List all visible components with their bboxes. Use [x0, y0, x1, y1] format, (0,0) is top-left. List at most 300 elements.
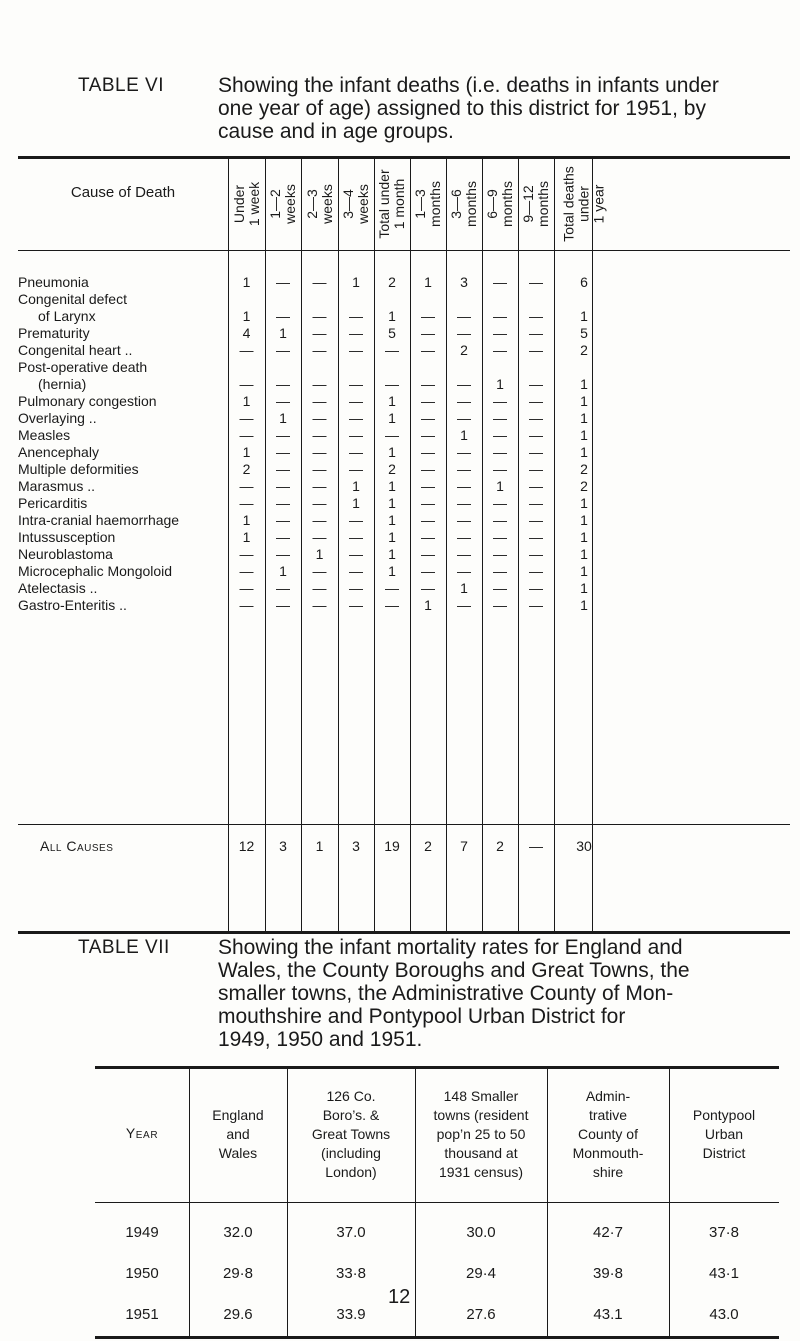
table-cell: 1	[242, 529, 251, 545]
age-group-header	[265, 164, 301, 244]
table-cell: 4	[242, 325, 251, 341]
table-cell: —	[493, 342, 507, 358]
table-cell: —	[421, 546, 435, 562]
table7-caption-line: smaller towns, the Administrative County of Mon-	[218, 982, 674, 1005]
table-cell: —	[349, 563, 363, 579]
year-cell: 1951	[125, 1306, 159, 1323]
table-cell: 1	[496, 478, 504, 494]
table-cell: 1	[580, 546, 588, 562]
table-cell: —	[276, 376, 290, 392]
table-cell: —	[312, 529, 327, 545]
age-group-header-text: 1—3 months	[412, 181, 443, 227]
age-group-header-text: Under 1 week	[230, 181, 262, 227]
rate-cell: 37.0	[336, 1224, 366, 1241]
table-row	[18, 478, 790, 495]
table-cell: —	[457, 546, 471, 562]
cause-label: Prematurity	[18, 325, 90, 341]
page-number: 12	[388, 1286, 411, 1308]
table-cell: —	[529, 478, 543, 494]
infant-deaths-table	[18, 156, 790, 952]
cause-label: Microcephalic Mongoloid	[18, 563, 173, 579]
table7-label: TABLE VII	[78, 937, 170, 958]
total-cell: 30	[576, 838, 592, 854]
cause-label: Post-operative death	[18, 359, 148, 375]
rate-cell: 43·1	[708, 1265, 740, 1282]
cause-label: Atelectasis ..	[18, 580, 98, 596]
table-cell: 1	[352, 478, 360, 494]
table-cell: —	[493, 308, 507, 324]
table-cell: —	[421, 325, 435, 341]
table-cell: —	[529, 495, 543, 511]
table7-column	[189, 1066, 287, 1323]
table-cell: —	[239, 597, 254, 613]
total-cell: 3	[279, 838, 287, 854]
table-cell: —	[529, 376, 543, 392]
table-cell: —	[529, 563, 543, 579]
table-cell: —	[276, 512, 290, 528]
table-cell: 1	[388, 563, 396, 579]
table-cell: —	[385, 580, 399, 596]
table-cell: —	[239, 376, 254, 392]
cause-label: Pneumonia	[18, 274, 89, 290]
table-cell: 2	[388, 274, 396, 290]
age-group-header	[518, 164, 554, 244]
table-cell: —	[493, 563, 507, 579]
all-causes-label: All Causes	[40, 838, 114, 854]
table-cell: —	[385, 427, 399, 443]
table-cell: —	[349, 342, 363, 358]
table-cell: —	[312, 325, 327, 341]
age-group-header-text: 3—4 weeks	[340, 184, 371, 224]
table-cell: —	[276, 427, 290, 443]
table-cell: —	[239, 478, 254, 494]
table-cell: 1	[352, 495, 360, 511]
table6-total-rule	[18, 824, 790, 825]
table-row	[18, 580, 790, 597]
table7-column	[415, 1066, 547, 1323]
table-cell: 1	[388, 393, 396, 409]
table-cell: —	[349, 410, 363, 426]
age-group-header	[482, 164, 518, 244]
table-cell: 5	[388, 325, 396, 341]
table-cell: 1	[460, 580, 468, 596]
table-cell: 1	[580, 563, 588, 579]
table-cell: —	[493, 325, 507, 341]
table-cell: 1	[388, 546, 396, 562]
table-cell: 1	[279, 325, 287, 341]
table-cell: —	[312, 376, 327, 392]
table6-caption-line: cause and in age groups.	[218, 120, 454, 143]
table-cell: —	[421, 461, 435, 477]
table-cell: —	[421, 410, 435, 426]
rate-cell: 39·8	[592, 1265, 624, 1282]
table-cell: —	[457, 325, 471, 341]
table-cell: —	[457, 495, 471, 511]
table-cell: —	[493, 274, 507, 290]
table-cell: —	[312, 444, 327, 460]
rate-cell: 33.9	[336, 1306, 366, 1323]
table7-caption-line: 1949, 1950 and 1951.	[218, 1028, 423, 1051]
table-cell: —	[312, 427, 327, 443]
table-cell: —	[529, 393, 543, 409]
table-cell: —	[493, 512, 507, 528]
cause-label: Intra-cranial haemorrhage	[18, 512, 180, 528]
table-cell: —	[457, 597, 471, 613]
table-cell: —	[312, 478, 327, 494]
table-cell: 1	[580, 376, 588, 392]
table-cell: 1	[388, 444, 396, 460]
table-cell: 1	[242, 444, 251, 460]
table-cell: —	[493, 410, 507, 426]
rate-cell: 29·8	[222, 1265, 254, 1282]
table-cell: —	[421, 376, 435, 392]
table-cell: —	[529, 597, 543, 613]
table-cell: —	[421, 563, 435, 579]
age-group-header-text: 9—12 months	[520, 181, 551, 227]
table-cell: —	[312, 308, 327, 324]
table-cell: 1	[388, 512, 396, 528]
table-cell: —	[457, 563, 471, 579]
cause-label: Congenital defect	[18, 291, 127, 307]
rate-cell: 32.0	[223, 1224, 253, 1241]
table-cell: 2	[242, 461, 251, 477]
table7-column	[95, 1066, 189, 1323]
table-cell: 3	[460, 274, 468, 290]
total-cell: 2	[496, 838, 504, 854]
table-cell: —	[349, 461, 363, 477]
table-cell: —	[276, 444, 290, 460]
table-cell: 1	[580, 529, 588, 545]
table-row	[18, 410, 790, 427]
table-cell: —	[529, 580, 543, 596]
cause-label-continued: (hernia)	[38, 376, 87, 392]
table-cell: 1	[580, 597, 588, 613]
total-cell: 3	[352, 838, 360, 854]
cause-label: Intussusception	[18, 529, 116, 545]
table-cell: —	[349, 529, 363, 545]
total-cell: 2	[424, 838, 432, 854]
table-cell: 1	[279, 563, 287, 579]
table-cell: 1	[279, 410, 287, 426]
table-row	[18, 291, 790, 324]
table-cell: 2	[580, 478, 588, 494]
rate-cell: 30.0	[466, 1224, 496, 1241]
area-header: Admin- trative County of Monmouth- shire	[572, 1087, 644, 1180]
cause-label-continued: of Larynx	[38, 308, 96, 324]
table-cell: —	[529, 274, 543, 290]
table6-header-rule	[18, 250, 790, 251]
table-cell: —	[276, 597, 290, 613]
table-cell: 5	[580, 325, 588, 341]
table-cell: 1	[242, 393, 251, 409]
table-cell: —	[349, 597, 363, 613]
table-cell: —	[457, 478, 471, 494]
table-cell: —	[312, 393, 327, 409]
rate-cell: 43.1	[593, 1306, 623, 1323]
age-group-header-text: 6—9 months	[484, 181, 515, 227]
year-header: Year	[125, 1125, 159, 1141]
table-cell: 1	[580, 410, 588, 426]
cause-label: Multiple deformities	[18, 461, 139, 477]
table7-caption-line: Wales, the County Boroughs and Great Towns, the	[218, 959, 690, 982]
age-group-header	[410, 164, 446, 244]
table-cell: —	[421, 427, 435, 443]
age-group-header-text: 2—3 weeks	[303, 184, 335, 224]
table-cell: 1	[580, 393, 588, 409]
table-cell: —	[312, 342, 327, 358]
table-cell: 1	[242, 512, 251, 528]
table-cell: —	[276, 495, 290, 511]
table-cell: 1	[580, 444, 588, 460]
table-cell: —	[457, 512, 471, 528]
table-cell: —	[421, 393, 435, 409]
table-cell: —	[312, 597, 327, 613]
table-cell: —	[421, 342, 435, 358]
table-cell: —	[493, 597, 507, 613]
table6-caption-line: Showing the infant deaths (i.e. deaths in infants under	[218, 74, 719, 97]
table-row	[18, 461, 790, 478]
table-cell: 2	[460, 342, 468, 358]
cause-label: Overlaying ..	[18, 410, 97, 426]
total-cell: 1	[315, 838, 324, 854]
table6-label: TABLE VI	[78, 75, 165, 96]
table-cell: —	[349, 393, 363, 409]
table7-column	[547, 1066, 669, 1323]
rate-cell: 29.6	[223, 1306, 253, 1323]
table-cell: —	[276, 393, 290, 409]
table-cell: —	[276, 546, 290, 562]
table7-caption-line: Showing the infant mortality rates for England and	[218, 936, 683, 959]
table-cell: 1	[352, 274, 360, 290]
table-cell: —	[312, 512, 327, 528]
table-cell: —	[493, 444, 507, 460]
table-cell: —	[239, 546, 254, 562]
table-cell: —	[493, 495, 507, 511]
table-cell: —	[457, 529, 471, 545]
table-row	[18, 597, 790, 614]
table-cell: —	[349, 444, 363, 460]
table-cell: —	[421, 495, 435, 511]
table-row	[18, 342, 790, 359]
table-cell: —	[529, 410, 543, 426]
rate-cell: 37·8	[708, 1224, 740, 1241]
table-cell: 1	[580, 308, 588, 324]
table-cell: —	[239, 342, 254, 358]
table-row	[18, 529, 790, 546]
table-cell: 1	[388, 478, 396, 494]
table-cell: —	[349, 308, 363, 324]
table-cell: 2	[580, 342, 588, 358]
table-row	[18, 393, 790, 410]
table6-bottom-rule	[18, 931, 790, 934]
table-cell: —	[312, 495, 327, 511]
rate-cell: 43.0	[709, 1306, 739, 1323]
total-cell: 19	[384, 838, 400, 854]
age-group-header	[338, 164, 374, 244]
table-cell: —	[529, 546, 543, 562]
table-cell: —	[529, 512, 543, 528]
table-cell: 1	[460, 427, 468, 443]
total-cell: 7	[460, 838, 468, 854]
age-group-header	[554, 164, 614, 244]
table-cell: —	[276, 529, 290, 545]
area-header: 126 Co. Boro’s. & Great Towns (including London)	[311, 1087, 391, 1180]
year-cell: 1949	[125, 1224, 159, 1241]
table-cell: —	[349, 427, 363, 443]
table-cell: —	[457, 393, 471, 409]
table-cell: —	[529, 529, 543, 545]
table-cell: —	[312, 410, 327, 426]
table6-top-rule	[18, 156, 790, 159]
rate-cell: 33·8	[335, 1265, 367, 1282]
table-cell: 1	[580, 495, 588, 511]
table6-caption	[78, 74, 778, 143]
table-row	[18, 325, 790, 342]
table-cell: —	[349, 580, 363, 596]
table-cell: —	[276, 461, 290, 477]
table-cell: —	[529, 427, 543, 443]
area-header: 148 Smaller towns (resident pop’n 25 to 50 thousand at 1931 census)	[433, 1087, 529, 1180]
rate-cell: 27.6	[466, 1306, 496, 1323]
table-cell: 1	[242, 274, 251, 290]
table-cell: —	[312, 461, 327, 477]
table-cell: 1	[242, 308, 251, 324]
area-header: Pontypool Urban District	[692, 1106, 756, 1161]
table-cell: 1	[580, 512, 588, 528]
table-cell: —	[276, 342, 290, 358]
table-cell: —	[457, 461, 471, 477]
table-cell: —	[349, 376, 363, 392]
table-row	[18, 546, 790, 563]
table-cell: —	[349, 512, 363, 528]
cause-label: Pericarditis	[18, 495, 88, 511]
table-cell: 1	[315, 546, 324, 562]
infant-mortality-rates-table	[95, 1066, 779, 1323]
table-cell: —	[421, 512, 435, 528]
table-cell: —	[493, 393, 507, 409]
table-row	[18, 563, 790, 580]
age-group-header-text: 1—2 weeks	[267, 184, 298, 224]
cause-label: Neuroblastoma	[18, 546, 113, 562]
cause-label: Gastro-Enteritis ..	[18, 597, 127, 613]
table7-column	[287, 1066, 415, 1323]
table-cell: —	[276, 308, 290, 324]
cause-of-death-header: Cause of Death	[70, 184, 176, 201]
table-cell: —	[493, 461, 507, 477]
table-row	[18, 444, 790, 461]
table-cell: 2	[580, 461, 588, 477]
total-cell: —	[529, 838, 543, 854]
table-row	[18, 274, 790, 291]
table-cell: 1	[580, 427, 588, 443]
age-group-header-text: 3—6 months	[448, 181, 479, 227]
table-cell: —	[529, 342, 543, 358]
table7-caption-line: mouthshire and Pontypool Urban District for	[218, 1005, 626, 1028]
age-group-header	[228, 164, 265, 244]
table-cell: —	[421, 529, 435, 545]
table-row	[18, 495, 790, 512]
table-cell: —	[421, 444, 435, 460]
table-cell: —	[239, 563, 254, 579]
age-group-header	[374, 164, 410, 244]
table-cell: —	[312, 580, 327, 596]
table-cell: —	[529, 444, 543, 460]
table-cell: 1	[388, 495, 396, 511]
table-cell: 1	[388, 308, 396, 324]
table-cell: —	[276, 478, 290, 494]
table-cell: —	[457, 376, 471, 392]
table-cell: —	[385, 597, 399, 613]
table-row	[18, 512, 790, 529]
table7-caption	[78, 936, 778, 1051]
table-cell: —	[421, 478, 435, 494]
cause-label: Pulmonary congestion	[18, 393, 157, 409]
table-row	[18, 427, 790, 444]
cause-label: Marasmus ..	[18, 478, 96, 494]
table-cell: —	[239, 427, 254, 443]
table-cell: —	[457, 410, 471, 426]
table-cell: —	[493, 580, 507, 596]
table-cell: —	[239, 495, 254, 511]
table7-bottom-rule	[95, 1336, 779, 1339]
table-cell: —	[421, 308, 435, 324]
table-cell: —	[349, 546, 363, 562]
table-cell: —	[239, 410, 254, 426]
table-cell: 1	[388, 529, 396, 545]
table-cell: —	[312, 274, 327, 290]
table-cell: —	[529, 325, 543, 341]
table-cell: —	[276, 580, 290, 596]
table-cell: —	[276, 274, 290, 290]
table-cell: —	[493, 529, 507, 545]
table-cell: —	[493, 427, 507, 443]
table-cell: —	[239, 580, 254, 596]
table-cell: 2	[388, 461, 396, 477]
age-group-header	[301, 164, 338, 244]
table-row	[18, 359, 790, 392]
cause-label: Congenital heart ..	[18, 342, 133, 358]
table-cell: 1	[580, 580, 588, 596]
table-cell: —	[385, 376, 399, 392]
table-cell: —	[457, 444, 471, 460]
table-cell: 1	[424, 274, 432, 290]
table-cell: —	[385, 342, 399, 358]
rate-cell: 29·4	[465, 1265, 497, 1282]
total-cell: 12	[238, 838, 255, 854]
table6-caption-line: one year of age) assigned to this district for 1951, by	[218, 97, 706, 120]
table-cell: —	[312, 563, 327, 579]
table-cell: 1	[424, 597, 432, 613]
table-cell: 1	[388, 410, 396, 426]
table-cell: —	[421, 580, 435, 596]
area-header: England and Wales	[212, 1106, 264, 1161]
rate-cell: 42·7	[592, 1224, 624, 1241]
table-cell: —	[457, 308, 471, 324]
table-cell: —	[349, 325, 363, 341]
cause-label: Anencephaly	[18, 444, 99, 460]
table-cell: 6	[580, 274, 588, 290]
table-cell: —	[529, 461, 543, 477]
age-group-header-text: Total deaths under 1 year	[560, 166, 607, 242]
table-cell: 1	[496, 376, 504, 392]
table-cell: —	[529, 308, 543, 324]
table-cell: —	[493, 546, 507, 562]
cause-label: Measles	[18, 427, 71, 443]
year-cell: 1950	[125, 1265, 159, 1282]
age-group-header-text: Total under 1 month	[376, 169, 407, 239]
age-group-header	[446, 164, 482, 244]
table7-column	[669, 1066, 779, 1323]
